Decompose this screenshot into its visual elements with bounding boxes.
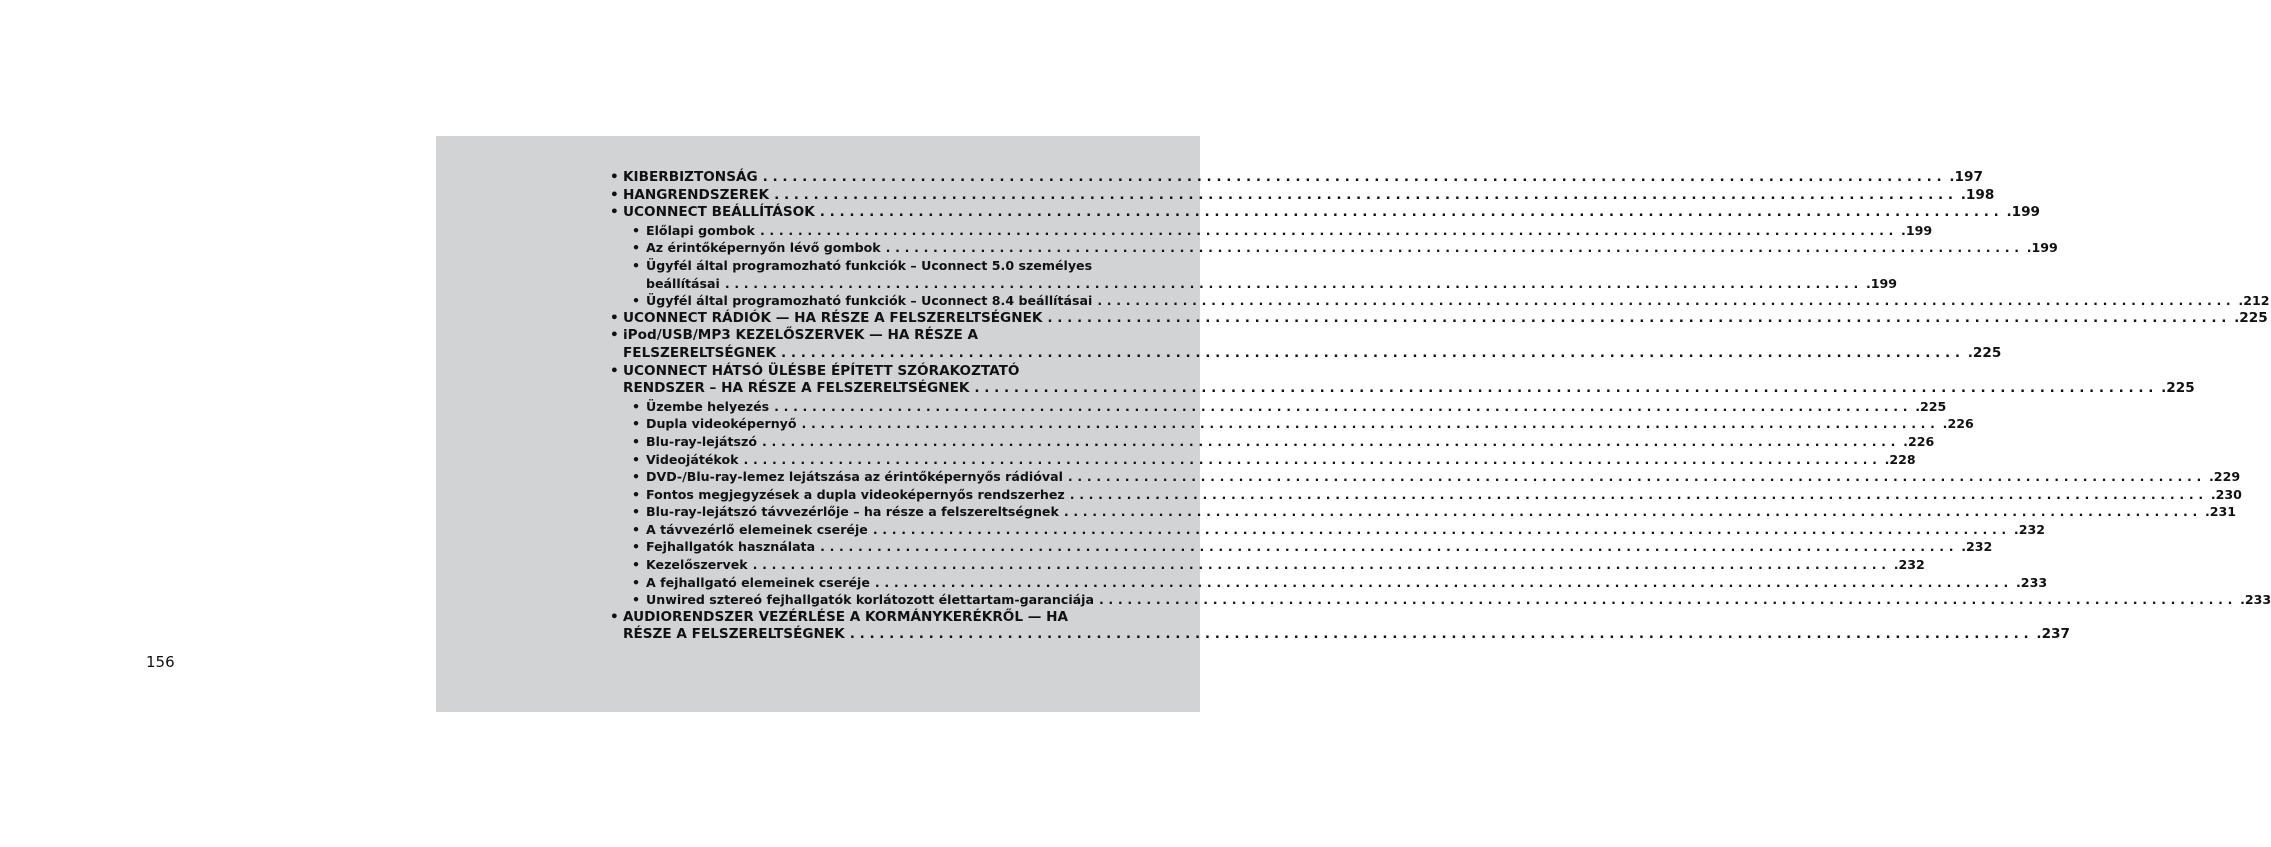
toc-entry[interactable]: [610, 186, 1995, 205]
dot-leader: ........................................................................................................................: [781, 344, 1965, 361]
toc-entry-page: .233: [2240, 592, 2271, 608]
toc-entry-title: [646, 433, 1935, 451]
toc-entry-page: .198: [1960, 186, 1995, 203]
toc-entry-page: .233: [2016, 574, 2048, 590]
toc-entry-title-text: Blu-ray-lejátszó: [646, 433, 758, 449]
toc-entry-page: .225: [1915, 398, 1947, 414]
bullet-icon: •: [632, 486, 641, 502]
toc-entry-title-text: Fejhallgatók használata: [646, 539, 816, 555]
toc-entry-title-text: RENDSZER – HA RÉSZE A FELSZERELTSÉGNEK: [623, 380, 970, 397]
toc-entry-title-text: Blu-ray-lejátszó távvezérlője – ha része a felszereltségnek: [646, 504, 1059, 520]
bullet-icon: •: [632, 592, 641, 608]
toc-entry[interactable]: [610, 204, 2040, 222]
bullet-icon: •: [610, 362, 619, 379]
toc-entry-page: .229: [2209, 469, 2241, 485]
dot-leader: ........................................................................................................................: [724, 275, 1863, 291]
toc-entry-title-text: UCONNECT RÁDIÓK — HA RÉSZE A FELSZERELTSÉGNEK: [623, 309, 1043, 326]
dot-leader: ........................................................................................................................: [1067, 469, 2207, 485]
toc-entry-title-text: DVD-/Blu-ray-lemez lejátszása az érintőképernyős rádióval: [646, 469, 1063, 485]
toc-entry[interactable]: [610, 362, 2195, 398]
bullet-icon: •: [632, 433, 641, 449]
dot-leader: ........................................................................................................................: [819, 204, 2004, 221]
toc-entry[interactable]: [610, 239, 2058, 257]
toc-entry-title-text: A fejhallgató elemeinek cseréje: [646, 574, 870, 590]
toc-entry-page: .230: [2210, 486, 2242, 502]
bullet-icon: •: [632, 416, 641, 432]
toc-entry-title-text: Előlapi gombok: [646, 222, 755, 238]
toc-entry-title: [646, 398, 1947, 416]
toc-entry-title: [623, 608, 2070, 644]
bullet-icon: •: [610, 169, 619, 185]
bullet-icon: •: [610, 309, 619, 326]
dot-leader: ........................................................................................................................: [1097, 293, 2236, 309]
toc-entry-title: [646, 239, 2058, 257]
toc-entry-title: [623, 186, 1995, 205]
toc-entry[interactable]: [610, 486, 2242, 504]
toc-entry-title: [646, 521, 2045, 539]
toc-entry-page: .199: [1901, 222, 1933, 238]
toc-entry-page: .228: [1884, 451, 1916, 467]
toc-entry[interactable]: [610, 574, 2048, 592]
dot-leader: ........................................................................................................................: [1098, 592, 2238, 608]
toc-entry-page: .226: [1942, 416, 1974, 432]
toc-entry-title-text: Ügyfél által programozható funkciók – Uconnect 8.4 beállításai: [646, 293, 1093, 309]
bullet-icon: •: [632, 469, 641, 485]
toc-entry-title: [646, 257, 1898, 292]
toc-entry-title-text: Üzembe helyezés: [646, 398, 770, 414]
bullet-icon: •: [610, 608, 619, 625]
dot-leader: ........................................................................................................................: [849, 626, 2034, 643]
bullet-icon: •: [610, 186, 619, 203]
toc-entry[interactable]: [610, 608, 2070, 644]
toc-entry-page: .225: [1967, 344, 2002, 361]
dot-leader: ........................................................................................................................: [762, 433, 1901, 449]
toc-entry[interactable]: [610, 327, 2002, 362]
toc-entry[interactable]: [610, 309, 2268, 328]
dot-leader: ........................................................................................................................: [1047, 309, 2232, 326]
toc-entry-title-text: Kezelőszervek: [646, 557, 748, 573]
bullet-icon: •: [632, 574, 641, 590]
toc-entry-title-text: KIBERBIZTONSÁG: [623, 169, 758, 185]
toc-entry-title: [623, 169, 1983, 187]
toc-entry[interactable]: [610, 169, 1983, 187]
toc-entry-title-text: Fontos megjegyzések a dupla videoképernyős rendszerhez: [646, 486, 1065, 502]
bullet-icon: •: [632, 240, 641, 256]
toc-entry-title-text: RÉSZE A FELSZERELTSÉGNEK: [623, 626, 845, 643]
toc-entry-title-text: beállításai: [646, 275, 720, 291]
toc-entry-title-line: iPod/USB/MP3 KEZELŐSZERVEK — HA RÉSZE A: [623, 327, 979, 344]
toc-entry-title-text: A távvezérlő elemeinek cseréje: [646, 521, 868, 537]
table-of-contents: [610, 169, 2271, 644]
bullet-icon: •: [610, 204, 619, 221]
dot-leader: ........................................................................................................................: [872, 521, 2011, 537]
dot-leader: ........................................................................................................................: [820, 539, 1959, 555]
toc-entry-page: .197: [1949, 169, 1983, 185]
dot-leader: ........................................................................................................................: [801, 416, 1940, 432]
toc-entry-title: [646, 503, 2237, 521]
toc-entry-title-text: FELSZERELTSÉGNEK: [623, 344, 777, 361]
toc-entry[interactable]: [610, 451, 1916, 469]
toc-entry[interactable]: [610, 415, 1974, 433]
toc-entry-page: .231: [2204, 504, 2237, 520]
toc-entry-title: [646, 468, 2241, 486]
toc-entry[interactable]: [610, 591, 2271, 609]
toc-entry-title-text: Unwired sztereó fejhallgatók korlátozott élettartam-garanciája: [646, 592, 1094, 608]
toc-entry-title: [646, 574, 2048, 592]
toc-entry[interactable]: [610, 503, 2237, 521]
dot-leader: ........................................................................................................................: [974, 380, 2159, 397]
toc-entry-title-line: Ügyfél által programozható funkciók – Uconnect 5.0 személyes: [646, 257, 1093, 273]
toc-entry[interactable]: [610, 222, 1933, 240]
dot-leader: ........................................................................................................................: [1069, 486, 2208, 502]
bullet-icon: •: [632, 557, 641, 573]
toc-entry-title: [646, 556, 1925, 574]
toc-entry-page: .225: [2234, 309, 2268, 326]
dot-leader: ........................................................................................................................: [759, 222, 1899, 238]
toc-entry[interactable]: [610, 292, 2270, 310]
toc-entry-title: [623, 309, 2268, 328]
toc-entry[interactable]: [610, 257, 1898, 292]
toc-entry-title: [623, 362, 2195, 398]
toc-entry[interactable]: [610, 521, 2045, 539]
toc-entry-page: .232: [1893, 557, 1925, 573]
toc-entry-title: [646, 222, 1933, 240]
toc-entry-page: .199: [1865, 275, 1898, 291]
dot-leader: ........................................................................................................................: [774, 398, 1913, 414]
toc-entry-title: [646, 451, 1916, 469]
bullet-icon: •: [632, 451, 641, 467]
dot-leader: ........................................................................................................................: [1063, 504, 2202, 520]
bullet-icon: •: [632, 539, 641, 555]
toc-entry-page: .237: [2036, 626, 2070, 643]
bullet-icon: •: [632, 293, 641, 309]
bullet-icon: •: [632, 257, 641, 273]
toc-entry-title: [646, 591, 2271, 609]
page-number: 156: [146, 653, 175, 671]
toc-entry[interactable]: [610, 433, 1935, 451]
dot-leader: ........................................................................................................................: [743, 451, 1882, 467]
toc-entry[interactable]: [610, 398, 1947, 416]
toc-entry-page: .232: [1961, 539, 1993, 555]
toc-entry-title: [646, 486, 2242, 504]
toc-entry-title-line: UCONNECT HÁTSÓ ÜLÉSBE ÉPÍTETT SZÓRAKOZTATÓ: [623, 362, 1020, 379]
bullet-icon: •: [632, 504, 641, 520]
toc-entry-title: [646, 415, 1974, 433]
bullet-icon: •: [632, 521, 641, 537]
toc-entry-title-text: Az érintőképernyőn lévő gombok: [646, 240, 881, 256]
dot-leader: ........................................................................................................................: [762, 169, 1947, 185]
toc-entry-title: [646, 292, 2270, 310]
bullet-icon: •: [632, 222, 641, 238]
toc-entry-title-text: Videojátékok: [646, 451, 739, 467]
toc-entry-page: .225: [2161, 380, 2195, 397]
dot-leader: ........................................................................................................................: [874, 574, 2014, 590]
bullet-icon: •: [610, 327, 619, 344]
toc-entry[interactable]: [610, 538, 1993, 556]
dot-leader: ........................................................................................................................: [774, 186, 1958, 203]
toc-entry-title-text: Dupla videoképernyő: [646, 416, 797, 432]
toc-entry-page: .232: [2013, 521, 2045, 537]
toc-entry[interactable]: [610, 556, 1925, 574]
toc-entry-page: .226: [1903, 433, 1935, 449]
toc-entry-title-text: HANGRENDSZEREK: [623, 186, 770, 203]
toc-entry-page: .212: [2238, 293, 2270, 309]
dot-leader: ........................................................................................................................: [885, 240, 2024, 256]
toc-entry[interactable]: [610, 468, 2241, 486]
toc-entry-title: [623, 327, 2002, 362]
toc-entry-page: .199: [2006, 204, 2040, 221]
toc-entry-title: [646, 538, 1993, 556]
bullet-icon: •: [632, 398, 641, 414]
toc-entry-page: .199: [2026, 240, 2058, 256]
toc-entry-title-text: UCONNECT BEÁLLÍTÁSOK: [623, 204, 815, 221]
toc-entry-title-line: AUDIORENDSZER VEZÉRLÉSE A KORMÁNYKERÉKRŐL — HA: [623, 608, 1068, 625]
dot-leader: ........................................................................................................................: [752, 557, 1891, 573]
toc-entry-title: [623, 204, 2040, 222]
